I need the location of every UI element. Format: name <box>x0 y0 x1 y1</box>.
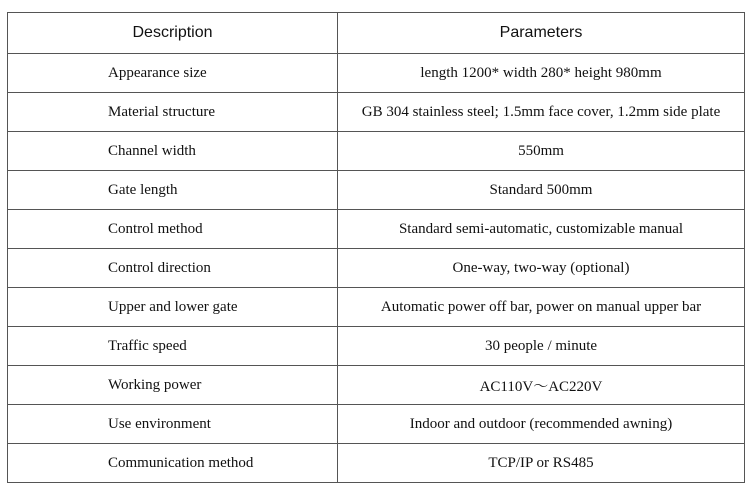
row-description: Use environment <box>8 405 338 444</box>
row-parameter: GB 304 stainless steel; 1.5mm face cover, 1.2mm side plate <box>338 93 745 132</box>
row-parameter: Standard semi-automatic, customizable manual <box>338 210 745 249</box>
header-row <box>8 13 745 54</box>
header-description: Description <box>8 13 338 54</box>
row-description: Communication method <box>8 444 338 483</box>
row-description: Control direction <box>8 249 338 288</box>
table-row <box>8 54 745 93</box>
row-description: Appearance size <box>8 54 338 93</box>
header-parameters: Parameters <box>338 13 745 54</box>
row-parameter: 30 people / minute <box>338 327 745 366</box>
row-description: Upper and lower gate <box>8 288 338 327</box>
table-row <box>8 444 745 483</box>
table-row <box>8 405 745 444</box>
table-row <box>8 288 745 327</box>
table-row <box>8 171 745 210</box>
table-row <box>8 366 745 405</box>
table-row <box>8 210 745 249</box>
row-parameter: Indoor and outdoor (recommended awning) <box>338 405 745 444</box>
table-row <box>8 327 745 366</box>
table-row <box>8 132 745 171</box>
table-row <box>8 93 745 132</box>
row-description: Gate length <box>8 171 338 210</box>
row-description: Channel width <box>8 132 338 171</box>
row-description: Traffic speed <box>8 327 338 366</box>
row-description: Control method <box>8 210 338 249</box>
row-parameter: Automatic power off bar, power on manual upper bar <box>338 288 745 327</box>
row-parameter: 550mm <box>338 132 745 171</box>
spec-table <box>7 12 745 483</box>
row-parameter: TCP/IP or RS485 <box>338 444 745 483</box>
row-parameter: Standard 500mm <box>338 171 745 210</box>
row-parameter: length 1200* width 280* height 980mm <box>338 54 745 93</box>
row-description: Working power <box>8 366 338 405</box>
row-parameter: One-way, two-way (optional) <box>338 249 745 288</box>
row-parameter: AC110V～AC220V <box>338 366 745 405</box>
table-row <box>8 249 745 288</box>
row-description: Material structure <box>8 93 338 132</box>
